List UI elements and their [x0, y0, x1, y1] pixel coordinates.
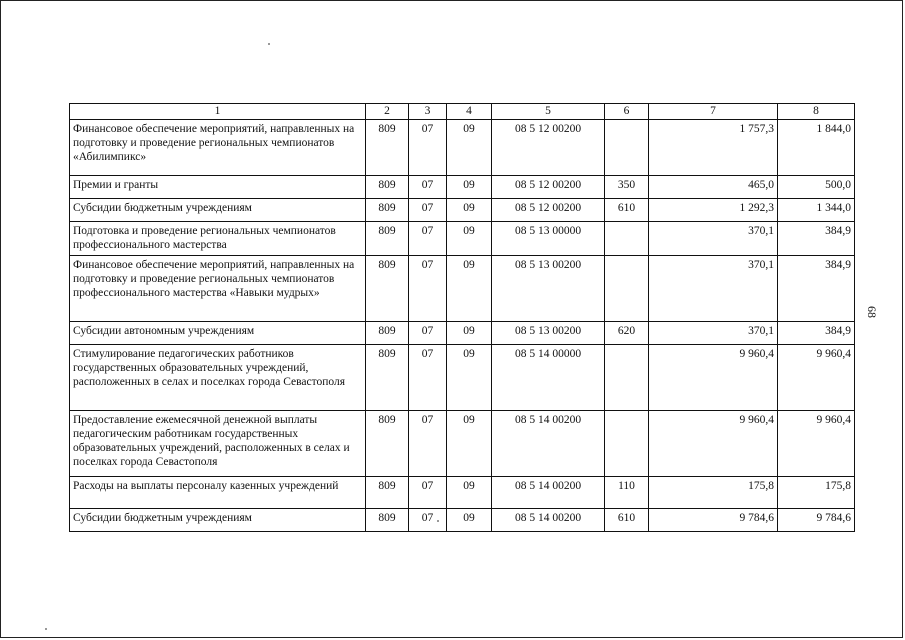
- amount-year1-cell: 1 757,3: [649, 120, 778, 176]
- ministry-code-cell: 809: [366, 199, 409, 222]
- section-code-cell: 07: [409, 411, 447, 477]
- table-row: [70, 509, 855, 532]
- column-number: 6: [605, 104, 649, 120]
- item-name-cell: Стимулирование педагогических работников государственных образовательных учреждений, расположенных в селах и поселках города Севастополя: [70, 345, 366, 411]
- section-code-cell: 07: [409, 256, 447, 322]
- expense-type-cell: [605, 256, 649, 322]
- amount-year2-cell: 9 960,4: [778, 345, 855, 411]
- table-row: [70, 199, 855, 222]
- item-name-cell: Премии и гранты: [70, 176, 366, 199]
- amount-year1-cell: 9 960,4: [649, 345, 778, 411]
- subsection-code-cell: 09: [447, 411, 492, 477]
- amount-year1-cell: 175,8: [649, 477, 778, 509]
- section-code-cell: 07: [409, 176, 447, 199]
- expense-type-cell: [605, 222, 649, 256]
- subsection-code-cell: 09: [447, 120, 492, 176]
- subsection-code-cell: 09: [447, 199, 492, 222]
- subsection-code-cell: 09: [447, 509, 492, 532]
- target-article-cell: 08 5 14 00200: [492, 509, 605, 532]
- subsection-code-cell: 09: [447, 477, 492, 509]
- amount-year2-cell: 1 844,0: [778, 120, 855, 176]
- table-row: [70, 120, 855, 176]
- amount-year2-cell: 384,9: [778, 256, 855, 322]
- amount-year2-cell: 500,0: [778, 176, 855, 199]
- section-code-cell: 07: [409, 222, 447, 256]
- subsection-code-cell: 09: [447, 345, 492, 411]
- amount-year2-cell: 9 784,6: [778, 509, 855, 532]
- expense-type-cell: 350: [605, 176, 649, 199]
- table-row: [70, 176, 855, 199]
- item-name-cell: Субсидии автономным учреждениям: [70, 322, 366, 345]
- column-number: 5: [492, 104, 605, 120]
- subsection-code-cell: 09: [447, 222, 492, 256]
- budget-table: [69, 103, 855, 532]
- target-article-cell: 08 5 12 00200: [492, 120, 605, 176]
- page-number: 68: [865, 306, 879, 318]
- table-row: [70, 345, 855, 411]
- ministry-code-cell: 809: [366, 222, 409, 256]
- item-name-cell: Субсидии бюджетным учреждениям: [70, 509, 366, 532]
- ministry-code-cell: 809: [366, 176, 409, 199]
- item-name-cell: Предоставление ежемесячной денежной выплаты педагогическим работникам государственных образовательных учреждений, расположенных в селах и поселках города Севастополя: [70, 411, 366, 477]
- ministry-code-cell: 809: [366, 477, 409, 509]
- amount-year2-cell: 9 960,4: [778, 411, 855, 477]
- scan-speck: [45, 628, 47, 630]
- table-row: [70, 477, 855, 509]
- column-number: 8: [778, 104, 855, 120]
- amount-year2-cell: 175,8: [778, 477, 855, 509]
- column-number: 1: [70, 104, 366, 120]
- column-number: 4: [447, 104, 492, 120]
- item-name-cell: Финансовое обеспечение мероприятий, направленных на подготовку и проведение региональных чемпионатов профессионального мастерства «Навыки мудрых»: [70, 256, 366, 322]
- column-number: 2: [366, 104, 409, 120]
- expense-type-cell: 620: [605, 322, 649, 345]
- target-article-cell: 08 5 13 00200: [492, 322, 605, 345]
- amount-year1-cell: 370,1: [649, 222, 778, 256]
- table-row: [70, 322, 855, 345]
- ministry-code-cell: 809: [366, 509, 409, 532]
- ministry-code-cell: 809: [366, 322, 409, 345]
- amount-year2-cell: 1 344,0: [778, 199, 855, 222]
- target-article-cell: 08 5 14 00200: [492, 477, 605, 509]
- expense-type-cell: [605, 411, 649, 477]
- target-article-cell: 08 5 13 00200: [492, 256, 605, 322]
- target-article-cell: 08 5 12 00200: [492, 199, 605, 222]
- amount-year2-cell: 384,9: [778, 322, 855, 345]
- table-row: [70, 222, 855, 256]
- ministry-code-cell: 809: [366, 411, 409, 477]
- item-name-cell: Субсидии бюджетным учреждениям: [70, 199, 366, 222]
- column-number-row: [70, 104, 855, 120]
- amount-year1-cell: 1 292,3: [649, 199, 778, 222]
- table-row: [70, 256, 855, 322]
- amount-year1-cell: 370,1: [649, 256, 778, 322]
- expense-type-cell: 610: [605, 509, 649, 532]
- column-number: 7: [649, 104, 778, 120]
- section-code-cell: 07: [409, 199, 447, 222]
- section-code-cell: 07: [409, 345, 447, 411]
- ministry-code-cell: 809: [366, 256, 409, 322]
- item-name-cell: Финансовое обеспечение мероприятий, направленных на подготовку и проведение региональных чемпионатов «Абилимпикс»: [70, 120, 366, 176]
- amount-year1-cell: 9 784,6: [649, 509, 778, 532]
- amount-year2-cell: 384,9: [778, 222, 855, 256]
- expense-type-cell: [605, 345, 649, 411]
- ministry-code-cell: 809: [366, 120, 409, 176]
- target-article-cell: 08 5 12 00200: [492, 176, 605, 199]
- amount-year1-cell: 370,1: [649, 322, 778, 345]
- column-number: 3: [409, 104, 447, 120]
- expense-type-cell: 610: [605, 199, 649, 222]
- subsection-code-cell: 09: [447, 176, 492, 199]
- expense-type-cell: 110: [605, 477, 649, 509]
- target-article-cell: 08 5 13 00000: [492, 222, 605, 256]
- section-code-cell: 07: [409, 120, 447, 176]
- section-code-cell: 07: [409, 509, 447, 532]
- section-code-cell: 07: [409, 322, 447, 345]
- ministry-code-cell: 809: [366, 345, 409, 411]
- subsection-code-cell: 09: [447, 322, 492, 345]
- item-name-cell: Подготовка и проведение региональных чемпионатов профессионального мастерства: [70, 222, 366, 256]
- scan-speck: [268, 43, 270, 45]
- section-code-cell: 07: [409, 477, 447, 509]
- target-article-cell: 08 5 14 00200: [492, 411, 605, 477]
- amount-year1-cell: 465,0: [649, 176, 778, 199]
- subsection-code-cell: 09: [447, 256, 492, 322]
- table-row: [70, 411, 855, 477]
- target-article-cell: 08 5 14 00000: [492, 345, 605, 411]
- item-name-cell: Расходы на выплаты персоналу казенных учреждений: [70, 477, 366, 509]
- amount-year1-cell: 9 960,4: [649, 411, 778, 477]
- expense-type-cell: [605, 120, 649, 176]
